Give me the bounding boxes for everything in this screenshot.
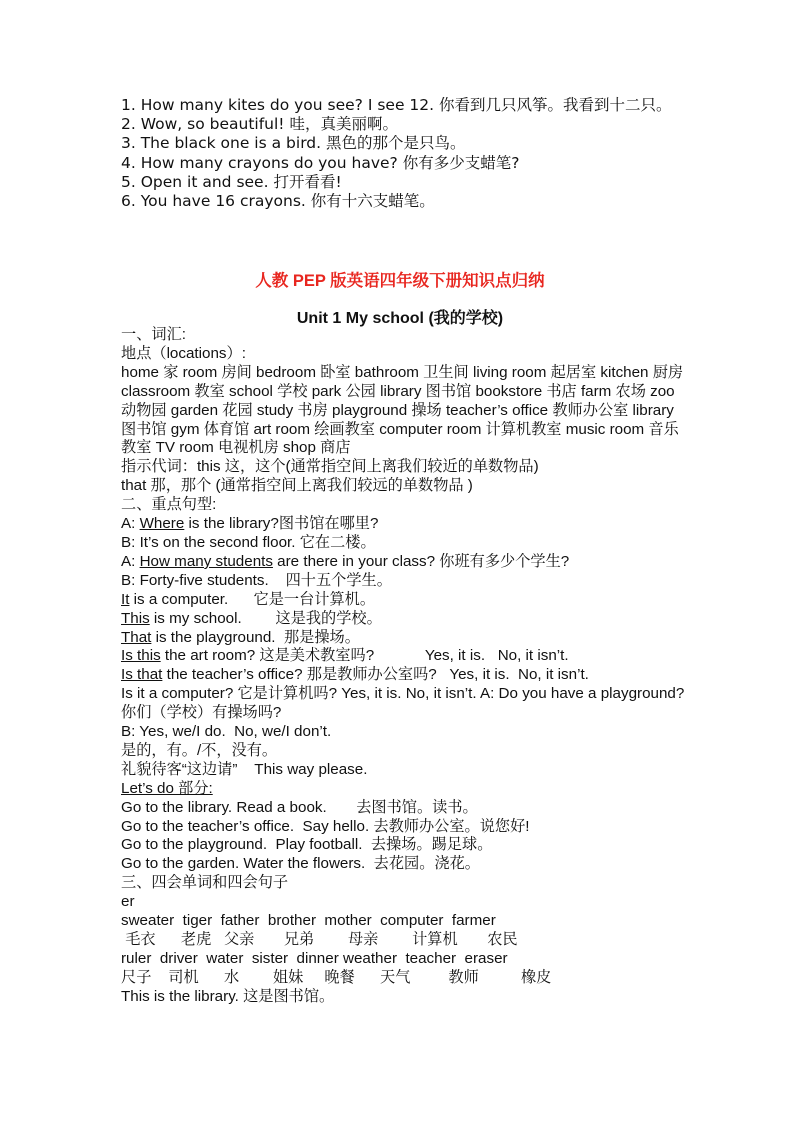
word-row-english: ruler driver water sister dinner weather teacher eraser <box>121 949 508 967</box>
sentence-line <box>121 515 691 534</box>
dialogue-line: 3. The black one is a bird. 黑色的那个是只鸟。 <box>121 134 466 153</box>
sentence-line <box>121 553 691 572</box>
key-phrase: It <box>121 590 130 608</box>
sentence-line: B: Forty-five students. 四十五个学生。 <box>121 571 392 589</box>
lets-do-heading-text: Let’s do 部分: <box>121 779 213 797</box>
dialogue-line: 5. Open it and see. 打开看看! <box>121 172 342 191</box>
sentence-line: 礼貌待客“这边请” This way please. <box>121 760 368 778</box>
key-phrase: Is that <box>121 666 163 684</box>
key-phrase: That <box>121 628 152 646</box>
sentence-line <box>121 647 691 666</box>
dialogue-section <box>121 96 691 211</box>
unit-title: Unit 1 My school (我的学校) <box>296 310 504 327</box>
sentence-rest: is my school. 这是我的学校。 <box>149 609 382 627</box>
sentence-rest: the art room? 这是美术教室吗? Yes, it is. No, it isn’t. <box>160 647 569 665</box>
demonstrative-this: 指示代词：this 这，这个(通常指空间上离我们较近的单数物品) <box>121 458 539 476</box>
sentence-rest: is the library?图书馆在哪里? <box>184 515 379 533</box>
sentence-line: B: It’s on the second floor. 它在二楼。 <box>121 533 376 551</box>
sentence-line: 是的，有。/不，没有。 <box>121 741 278 759</box>
vocab-heading: 一、词汇: <box>121 326 186 343</box>
sentence-rest: is the playground. 那是操场。 <box>151 628 360 646</box>
sentence-line <box>121 610 691 629</box>
word-sentence: This is the library. 这是图书馆。 <box>121 987 335 1005</box>
demonstrative-that: that 那，那个 (通常指空间上离我们较远的单数物品 ) <box>121 477 473 495</box>
lets-do-line: Go to the teacher’s office. Say hello. 去教师办公室。说您好! <box>121 817 530 835</box>
locations-label: 地点（locations）: <box>121 344 246 362</box>
locations-text: home 家 room 房间 bedroom 卧室 bathroom 卫生间 living room 起居室 kitchen 厨房 classroom 教室 school 学校 park 公园 library 图书馆 bookstore 书店 farm 农场 zoo 动物园 garden 花园 study 书房 playground 操场 teacher’s office 教师办公室 library 图书馆 gym 体育馆 art room 绘画教室 computer room 计算机教室 music room 音乐教室 TV room 电视机房 shop 商店 <box>121 363 684 457</box>
lets-do-line: Go to the library. Read a book. 去图书馆。读书。 <box>121 798 478 816</box>
dialogue-line: 1. How many kites do you see? I see 12. 你看到几只风筝。我看到十二只。 <box>121 96 672 114</box>
sentence-rest: the teacher’s office? 那是教师办公室吗? Yes, it is. No, it isn’t. <box>162 666 589 684</box>
words-heading: 三、四会单词和四会句子 <box>121 874 289 892</box>
key-phrase: Where <box>139 515 185 533</box>
knowledge-section <box>121 326 691 1007</box>
word-group-label: er <box>121 893 135 911</box>
dialogue-line: 2. Wow, so beautiful! 哇，真美丽啊。 <box>121 115 398 134</box>
sentence-rest: are there in your class? 你班有多少个学生? <box>272 552 570 570</box>
sentences-heading: 二、重点句型: <box>121 496 217 514</box>
dialogue-line: 4. How many crayons do you have? 你有多少支蜡笔? <box>121 153 520 172</box>
sentence-prefix: A: <box>121 552 140 570</box>
key-phrase: This <box>121 609 150 627</box>
sentence-line <box>121 666 691 685</box>
sentence-line <box>121 629 691 648</box>
sentence-line: Is it a computer? 它是计算机吗? Yes, it is. No, it isn’t. A: Do you have a playground? 你们（学校）有操场吗? <box>121 685 685 722</box>
lets-do-line: Go to the garden. Water the flowers. 去花园。浇花。 <box>121 855 480 873</box>
lets-do-heading <box>121 780 691 799</box>
key-phrase: Is this <box>121 647 161 665</box>
word-row-chinese: 尺子 司机 水 姐妹 晚餐 天气 教师 橡皮 <box>121 968 552 986</box>
sentence-rest: is a computer. 它是一台计算机。 <box>129 590 376 608</box>
dialogue-line: 6. You have 16 crayons. 你有十六支蜡笔。 <box>121 192 435 211</box>
sentence-line <box>121 591 691 610</box>
word-row-english: sweater tiger father brother mother computer farmer <box>121 912 496 930</box>
document-title: 人教 PEP 版英语四年级下册知识点归纳 <box>255 272 545 290</box>
sentence-prefix: A: <box>121 515 140 533</box>
lets-do-line: Go to the playground. Play football. 去操场。踢足球。 <box>121 836 493 854</box>
word-row-chinese: 毛衣 老虎 父亲 兄弟 母亲 计算机 农民 <box>121 931 518 948</box>
key-phrase: How many students <box>139 552 273 570</box>
sentence-line: B: Yes, we/I do. No, we/I don’t. <box>121 723 332 741</box>
